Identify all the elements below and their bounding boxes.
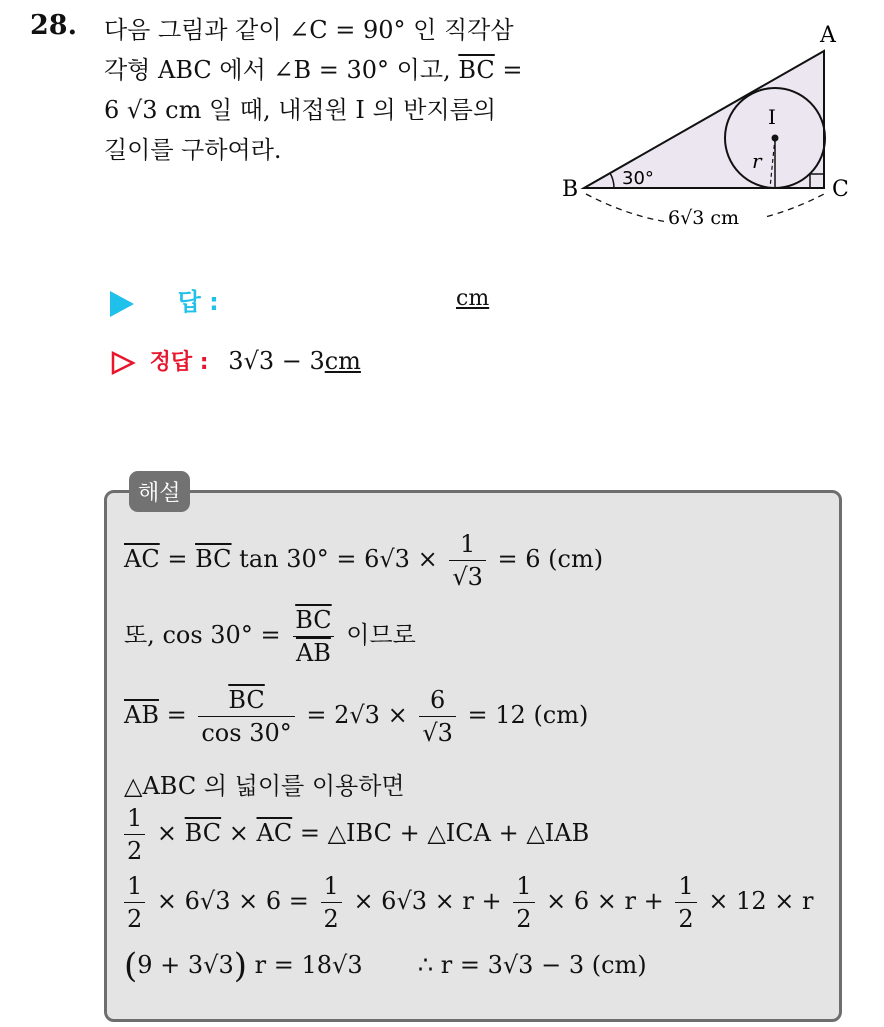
question-line-3: 6 √3 cm 일 때, 내접원 I 의 반지름의 — [104, 96, 497, 124]
question-line-4: 길이를 구하여라. — [104, 136, 282, 164]
solution-line-1: $\overline{AC} = \overline{BC}$ tan 30° = 6√3 × $\frac{1}{√3}$ = 6 (cm) — [124, 530, 604, 591]
segment-bc: $\overline{BC}$ — [458, 56, 495, 84]
label-a: A — [820, 23, 836, 48]
triangle-abc — [584, 51, 824, 188]
question-text — [104, 10, 534, 170]
label-base: 6√3 cm — [668, 207, 739, 229]
label-c: C — [832, 177, 849, 202]
incenter-point — [772, 135, 779, 142]
solution-line-2: 또, cos 30° = $\frac{\overline{BC}}{AB}$ 이므로 — [124, 606, 416, 667]
solution-line-6: $\frac{1}{2}$ × 6√3 × 6 = $\frac{1}{2}$ × 6√3 × r + $\frac{1}{2}$ × 6 × r + $\frac{1}{2}$ × 12 × r — [124, 872, 813, 933]
correct-label: 정답 : — [149, 350, 209, 375]
label-i: I — [768, 105, 776, 129]
sqrt-3: √3 — [126, 96, 158, 124]
play-arrow-icon — [110, 291, 134, 317]
solution-line-4: △ABC 의 넓이를 이용하면 — [124, 772, 405, 800]
correct-value: 3√3 − 3 — [228, 347, 325, 375]
solution-line-5: $\frac{1}{2}$ × $\overline{BC} \times \overline{AC}$ = △IBC + △ICA + △IAB — [124, 804, 589, 865]
correct-answer-row — [110, 345, 361, 376]
outline-arrow-icon — [110, 350, 136, 376]
label-b: B — [562, 177, 579, 202]
question-number: 28. — [30, 10, 77, 41]
solution-line-7: (9 + 3√3) r = 18√3 ∴ r = 3√3 − 3 (cm) — [124, 946, 647, 986]
label-r: r — [752, 149, 762, 173]
correct-unit: cm — [324, 347, 361, 375]
solution-tag: 해설 — [129, 471, 190, 512]
solution-line-3: $\overline{AB}$ = $\frac{\overline{BC}}{\cos 30^\circ}$ = 2√3 × $\frac{6}{√3}$ = 12 (cm) — [124, 686, 589, 747]
question-line-1: 다음 그림과 같이 ∠C = 90° 인 직각삼 — [104, 16, 514, 44]
answer-label: 답 : — [177, 288, 219, 316]
triangle-figure — [556, 18, 866, 250]
answer-row — [110, 282, 219, 317]
answer-unit: cm — [456, 286, 490, 311]
label-angle: 30° — [622, 168, 654, 189]
question-line-2: 각형 ABC 에서 ∠B = 30° 이고, $\overline{BC}$ = — [104, 56, 523, 84]
